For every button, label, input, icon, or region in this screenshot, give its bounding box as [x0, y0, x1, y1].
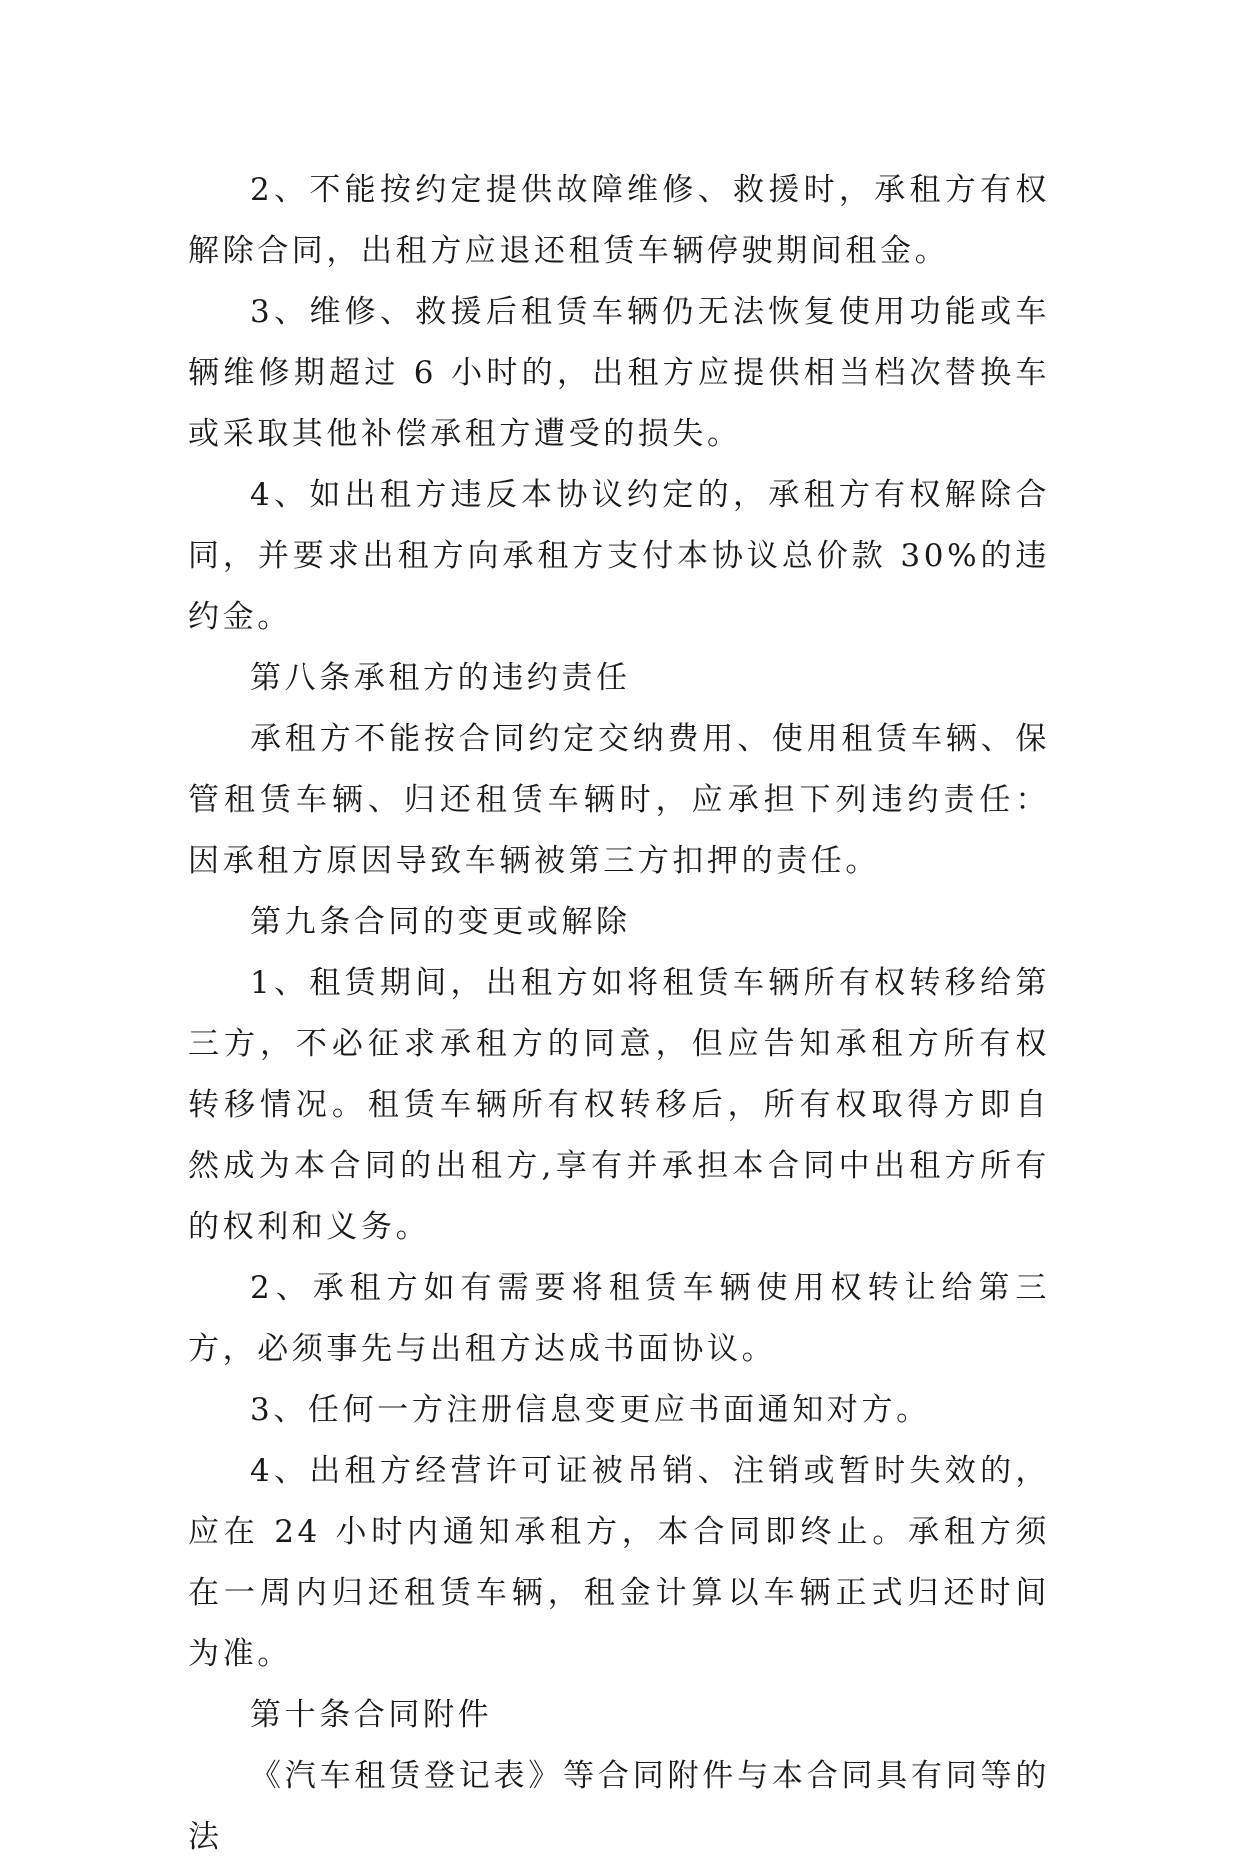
article-8-heading: 第八条承租方的违约责任 [250, 660, 631, 696]
article-9-item-3: 3、任何一方注册信息变更应书面通知对方。 [250, 1392, 931, 1428]
article-9-heading: 第九条合同的变更或解除 [250, 904, 631, 940]
clause-7-item-3: 3、维修、救援后租赁车辆仍无法恢复使用功能或车辆维修期超过 6 小时的，出租方应提供相当档次替换车或采取其他补偿承租方遭受的损失。 [188, 294, 1050, 452]
article-9-item-4: 4、出租方经营许可证被吊销、注销或暂时失效的，应在 24 小时内通知承租方，本合同即终止。承租方须在一周内归还租赁车辆，租金计算以车辆正式归还时间为准。 [188, 1453, 1050, 1672]
article-8-body: 承租方不能按合同约定交纳费用、使用租赁车辆、保管租赁车辆、归还租赁车辆时，应承担下列违约责任：因承租方原因导致车辆被第三方扣押的责任。 [188, 721, 1050, 879]
article-10-body: 《汽车租赁登记表》等合同附件与本合同具有同等的法 [188, 1758, 1050, 1855]
document-body [188, 160, 1050, 1868]
article-9-item-2: 2、承租方如有需要将租赁车辆使用权转让给第三方，必须事先与出租方达成书面协议。 [188, 1270, 1050, 1367]
clause-7-item-4: 4、如出租方违反本协议约定的，承租方有权解除合同，并要求出租方向承租方支付本协议总价款 30%的违约金。 [188, 477, 1050, 635]
clause-7-item-2: 2、不能按约定提供故障维修、救援时，承租方有权解除合同，出租方应退还租赁车辆停驶期间租金。 [188, 172, 1050, 269]
article-9-item-1: 1、租赁期间，出租方如将租赁车辆所有权转移给第三方，不必征求承租方的同意，但应告知承租方所有权转移情况。租赁车辆所有权转移后，所有权取得方即自然成为本合同的出租方,享有并承担本合同中出租方所有的权利和义务。 [188, 965, 1050, 1245]
article-10-heading: 第十条合同附件 [250, 1697, 493, 1733]
